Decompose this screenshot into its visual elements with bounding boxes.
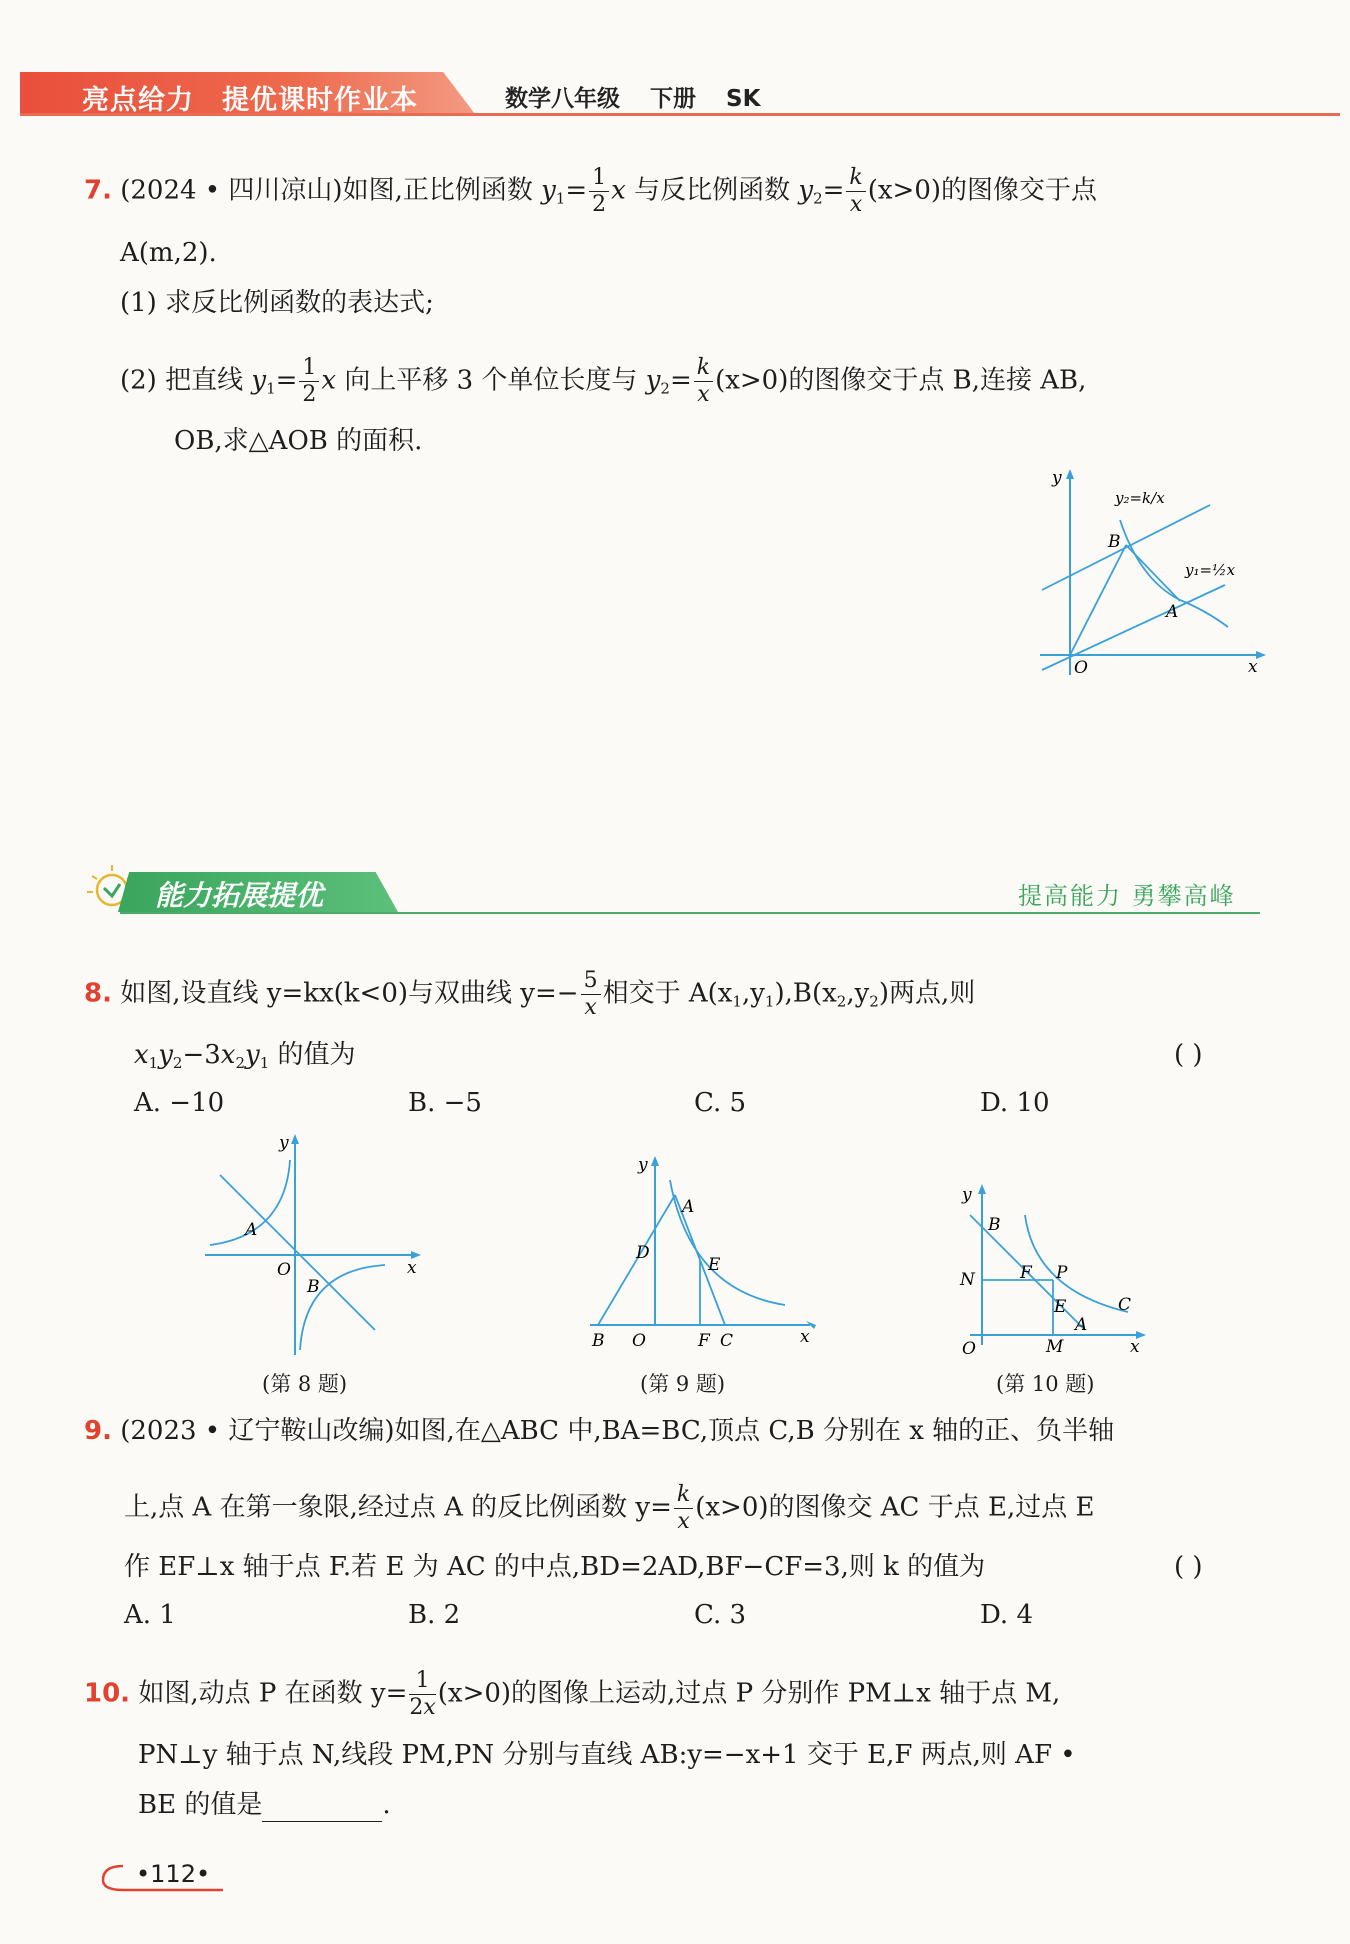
- svg-text:C: C: [1118, 1295, 1132, 1315]
- svg-text:B: B: [988, 1215, 1001, 1235]
- page-number: •112•: [136, 1860, 211, 1888]
- svg-text:O: O: [277, 1260, 291, 1280]
- svg-text:O: O: [632, 1331, 646, 1351]
- point-a-label: A: [1166, 602, 1179, 622]
- q7-part2: (2) 把直线 $y_1=$ $\frac{1}{2}$ x 向上平移 3 个单位长度与 $y_2=$ $\frac{k}{x}$ (x>0)的图像交于点 B,连接 AB,: [120, 355, 1087, 407]
- y-axis-label: y: [1052, 468, 1062, 488]
- q9-figure: [570, 1150, 820, 1360]
- q9-answer-paren: ( ): [1174, 1552, 1203, 1582]
- q7-line2: A(m,2).: [120, 238, 217, 268]
- svg-text:M: M: [1046, 1337, 1064, 1357]
- svg-text:O: O: [962, 1339, 976, 1359]
- q9-option-d: D. 4: [980, 1600, 1033, 1630]
- book-info: 数学八年级 下册 SK: [505, 86, 761, 112]
- q9-option-b: B. 2: [408, 1600, 461, 1630]
- svg-text:F: F: [698, 1331, 710, 1351]
- section-title: 能力拓展提优: [155, 879, 324, 912]
- svg-text:P: P: [1056, 1263, 1068, 1283]
- q8-answer-paren: ( ): [1174, 1040, 1203, 1070]
- svg-text:N: N: [960, 1270, 975, 1290]
- q7-figure: [1030, 465, 1270, 685]
- svg-text:D: D: [636, 1243, 650, 1263]
- section-rule: [120, 912, 1260, 914]
- q8-option-a: A. −10: [134, 1088, 225, 1118]
- book-title: 亮点给力 提优课时作业本: [82, 85, 418, 116]
- q7-line1: 7. (2024 • 四川凉山)如图,正比例函数 $y_1=$ $\frac{1}{2}$ x 与反比例函数 $y_2=$ $\frac{k}{x}$ (x>0)的图像交于点: [84, 165, 1098, 217]
- q9-line1: 9. (2023 • 辽宁鞍山改编)如图,在△ABC 中,BA=BC,顶点 C,B 分别在 x 轴的正、负半轴: [84, 1416, 1115, 1446]
- svg-text:y: y: [962, 1185, 972, 1205]
- q10-line1: 10. 如图,动点 P 在函数 y= $\frac{1}{2x}$ (x>0)的图像上运动,过点 P 分别作 PM⊥x 轴于点 M,: [84, 1668, 1061, 1720]
- caption-q10: (第 10 题): [996, 1372, 1095, 1396]
- q7-part1: (1) 求反比例函数的表达式;: [120, 288, 434, 318]
- curve-label: y₂=k/x: [1115, 489, 1165, 507]
- x-axis-label: x: [1248, 657, 1258, 677]
- svg-text:B: B: [592, 1331, 605, 1351]
- point-b-label: B: [1108, 532, 1121, 552]
- q9-option-c: C. 3: [694, 1600, 747, 1630]
- answer-blank[interactable]: [262, 1795, 382, 1822]
- q9-option-a: A. 1: [124, 1600, 176, 1630]
- q8-option-b: B. −5: [408, 1088, 482, 1118]
- caption-q8: (第 8 题): [262, 1372, 348, 1396]
- q8-line1: 8. 如图,设直线 y=kx(k<0)与双曲线 y=− $\frac{5}{x}$ 相交于 $A(x_1,y_1),B(x_2,y_2)$两点,则: [84, 968, 976, 1020]
- q8-line2: $x_1y_2-3x_2y_1$ 的值为: [134, 1040, 356, 1072]
- q10-figure: [950, 1180, 1150, 1360]
- svg-text:C: C: [720, 1331, 734, 1351]
- q8-option-c: C. 5: [694, 1088, 747, 1118]
- svg-text:y: y: [638, 1155, 648, 1175]
- section-slogan: 提高能力 勇攀高峰: [1018, 882, 1236, 910]
- q10-line3: BE 的值是 .: [138, 1790, 391, 1820]
- svg-text:A: A: [682, 1197, 695, 1217]
- svg-text:y: y: [279, 1133, 289, 1153]
- q8-option-d: D. 10: [980, 1088, 1050, 1118]
- caption-q9: (第 9 题): [640, 1372, 726, 1396]
- svg-text:E: E: [1054, 1297, 1067, 1317]
- svg-text:B: B: [307, 1277, 320, 1297]
- svg-text:A: A: [1075, 1315, 1088, 1335]
- svg-text:F: F: [1020, 1263, 1032, 1283]
- q9-line3: 作 EF⊥x 轴于点 F.若 E 为 AC 的中点,BD=2AD,BF−CF=3,则 k 的值为: [124, 1552, 986, 1582]
- q10-line2: PN⊥y 轴于点 N,线段 PM,PN 分别与直线 AB:y=−x+1 交于 E,F 两点,则 AF •: [138, 1740, 1076, 1770]
- q9-line2: 上,点 A 在第一象限,经过点 A 的反比例函数 y= $\frac{k}{x}$ (x>0)的图像交 AC 于点 E,过点 E: [124, 1482, 1095, 1534]
- q7-part2-cont: OB,求△AOB 的面积.: [174, 426, 423, 456]
- line-label: y₁=½x: [1185, 561, 1236, 579]
- origin-label: O: [1074, 658, 1088, 678]
- svg-text:A: A: [245, 1220, 258, 1240]
- svg-text:E: E: [708, 1255, 721, 1275]
- svg-text:x: x: [800, 1327, 810, 1347]
- q8-figure: [195, 1130, 435, 1360]
- svg-text:x: x: [1130, 1337, 1140, 1357]
- svg-text:x: x: [407, 1258, 417, 1278]
